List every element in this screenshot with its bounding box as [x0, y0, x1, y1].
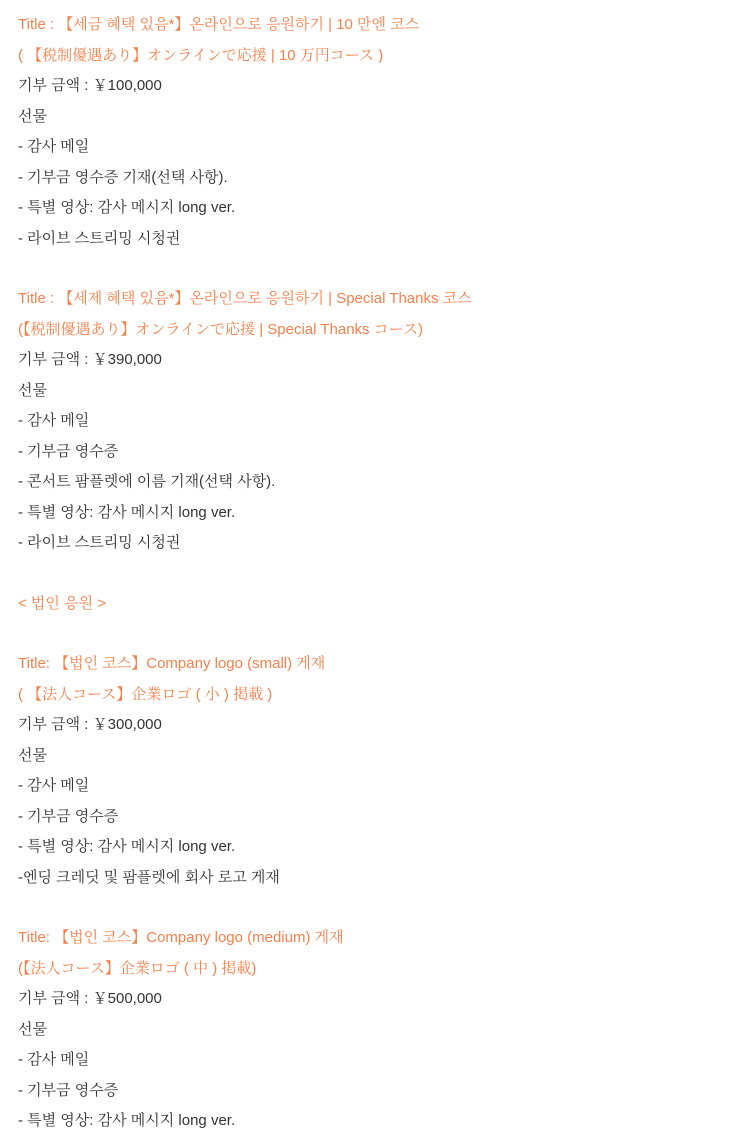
text-line: - 기부금 영수증 — [18, 1081, 119, 1099]
text-line: - 기부금 영수증 — [18, 442, 119, 460]
text-line: 기부 금액 : ￥100,000 — [18, 77, 162, 94]
text-line: - 특별 영상: 감사 메시지 long ver. — [18, 503, 236, 521]
text-line: 기부 금액 : ￥390,000 — [18, 351, 162, 368]
text-line: - 콘서트 팜플렛에 이름 기재(선택 사항). — [18, 473, 276, 490]
text-line: Title : 【세금 혜택 있음*】온라인으로 응원하기 | 10 만엔 코스 — [18, 16, 420, 33]
text-line: ( 【法人コース】企業ロゴ ( 小 ) 掲載 ) — [18, 685, 273, 703]
text-line: - 감사 메일 — [18, 138, 90, 155]
text-line: - 라이브 스트리밍 시청권 — [18, 534, 181, 551]
text-line: - 감사 메일 — [18, 1051, 90, 1068]
text-line: - 감사 메일 — [18, 412, 90, 429]
block-spacer — [18, 254, 718, 284]
block-spacer — [18, 619, 718, 649]
text-block — [18, 589, 718, 620]
text-line: 기부 금액 : ￥300,000 — [18, 716, 162, 733]
text-line: Title: 【법인 코스】Company logo (small) 게재 — [18, 655, 326, 672]
text-line: - 특별 영상: 감사 메시지 long ver. — [18, 838, 236, 855]
text-line: - 특별 영상: 감사 메시지 long ver. — [18, 199, 236, 216]
block-spacer — [18, 559, 718, 589]
text-block — [18, 284, 718, 559]
text-line: ( 【税制優遇あり】オンラインで応援 | 10 万円コース ) — [18, 46, 384, 64]
text-line: -엔딩 크레딧 및 팜플렛에 회사 로고 게재 — [18, 868, 280, 886]
text-line: Title: 【법인 코스】Company logo (medium) 게재 — [18, 929, 344, 946]
text-line: 선물 — [18, 746, 47, 764]
text-line: Title : 【세제 혜택 있음*】온라인으로 응원하기 | Special Thanks 코스 — [18, 290, 472, 307]
text-line: - 특별 영상: 감사 메시지 long ver. — [18, 1112, 236, 1129]
text-line: 기부 금액 : ￥500,000 — [18, 990, 162, 1007]
text-line: (【税制優遇あり】オンラインで応援 | Special Thanks コース) — [18, 320, 423, 338]
document-content — [18, 10, 718, 1137]
text-block — [18, 10, 718, 254]
text-block — [18, 923, 718, 1137]
text-line: - 라이브 스트리밍 시청권 — [18, 229, 181, 247]
text-line: 선물 — [18, 381, 47, 399]
text-block — [18, 649, 718, 893]
block-spacer — [18, 893, 718, 923]
text-line: - 기부금 영수증 기재(선택 사항). — [18, 168, 228, 186]
text-line: 선물 — [18, 107, 47, 125]
text-line: (【法人コース】企業ロゴ ( 中 ) 掲載) — [18, 959, 257, 977]
text-line: < 법인 응원 > — [18, 594, 106, 612]
text-line: - 감사 메일 — [18, 777, 90, 794]
text-line: 선물 — [18, 1020, 47, 1038]
text-line: - 기부금 영수증 — [18, 807, 119, 825]
